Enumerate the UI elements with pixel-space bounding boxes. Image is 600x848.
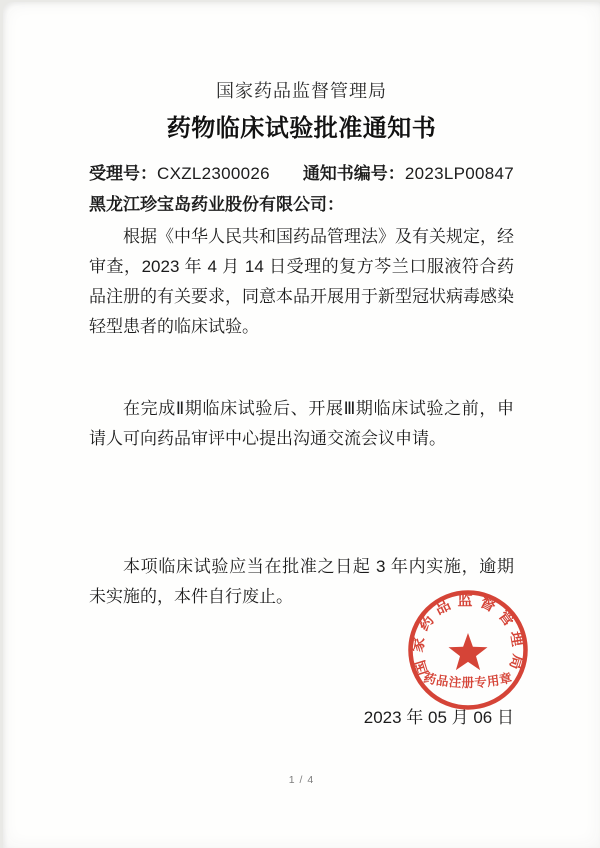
issuing-authority: 国家药品监督管理局	[216, 81, 387, 101]
notice-number-label: 通知书编号：	[302, 164, 405, 183]
document-page	[3, 2, 600, 848]
official-seal	[405, 587, 531, 713]
seal-bottom-text: 药品注册专用章	[422, 670, 514, 690]
acceptance-number-value: CXZL2300026	[157, 164, 270, 183]
notice-number-value: 2023LP00847	[404, 164, 514, 183]
issue-date: 2023 年 05 月 06 日	[363, 708, 514, 727]
document-content	[3, 2, 600, 848]
notice-number	[303, 163, 514, 185]
acceptance-number-label: 受理号：	[89, 164, 157, 183]
document-meta-row	[89, 163, 514, 185]
body-paragraph-communication: 在完成Ⅱ期临床试验后、开展Ⅲ期临床试验之前，申请人可向药品审评中心提出沟通交流会议申请。	[89, 399, 514, 448]
star-icon	[449, 633, 488, 670]
body-paragraph-validity: 本项临床试验应当在批准之日起 3 年内实施，逾期未实施的，本件自行废止。	[89, 557, 514, 606]
document-title: 药物临床试验批准通知书	[166, 115, 437, 142]
acceptance-number	[89, 163, 270, 185]
recipient-company: 黑龙江珍宝岛药业股份有限公司：	[89, 195, 344, 214]
page-number: 1 / 4	[288, 774, 315, 786]
body-paragraph-approval: 根据《中华人民共和国药品管理法》及有关规定，经审查，2023 年 4 月 14 日受理的复方芩兰口服液符合药品注册的有关要求，同意本品开展用于新型冠状病毒感染轻型患者的临床试验。	[89, 227, 514, 336]
seal-ring-text: 国家药品监督管理局	[409, 591, 527, 678]
